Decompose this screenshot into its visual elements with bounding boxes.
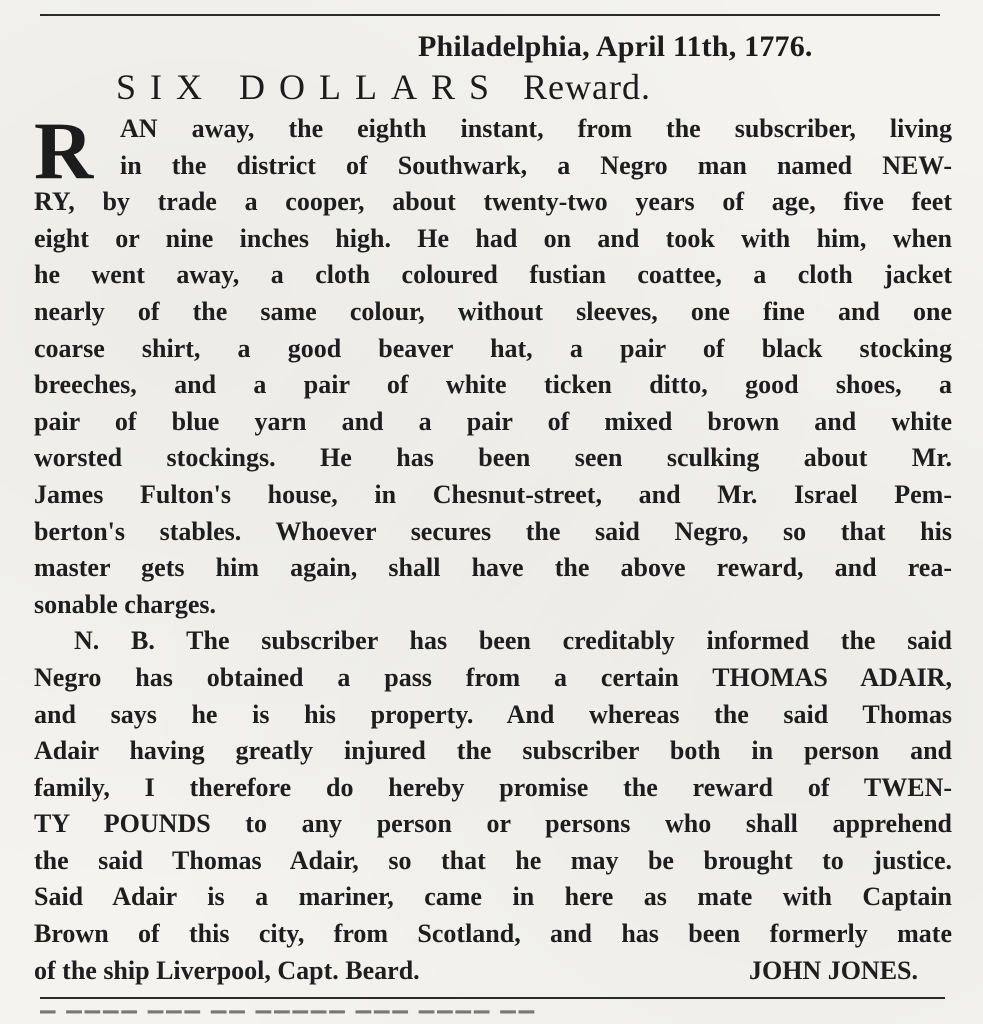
text-line: AN away, the eighth instant, from the subscriber, living [120, 114, 952, 143]
text-line: berton's stables. Whoever secures the said Negro, so that his [34, 516, 952, 546]
text-line: nearly of the same colour, without sleeves, one fine and one [34, 296, 952, 326]
text-line: of the ship Liverpool, Capt. Beard. [34, 955, 420, 985]
dateline: Philadelphia, April 11th, 1776. [418, 30, 813, 63]
cut-off-next-item: ▔ ▔▔▔▔ ▔▔▔ ▔▔ ▔▔▔▔▔ ▔▔▔ ▔▔▔▔ ▔▔ [40, 1012, 538, 1024]
headline [116, 66, 651, 108]
bottom-rule [40, 997, 945, 999]
text-line: and says he is his property. And whereas the said Thomas [34, 699, 952, 729]
top-rule [40, 14, 940, 16]
text-line: sonable charges. [34, 589, 216, 619]
text-line: he went away, a cloth coloured fustian coattee, a cloth jacket [34, 260, 952, 290]
signature: JOHN JONES. [748, 955, 918, 985]
drop-cap: R [34, 105, 94, 196]
text-line: Said Adair is a mariner, came in here as mate with Captain [34, 882, 952, 912]
text-line: RY, by trade a cooper, about twenty-two years of age, five feet [34, 187, 952, 217]
text-line: in the district of Southwark, a Negro man named NEW- [120, 150, 952, 180]
text-line: master gets him again, shall have the above reward, and rea- [34, 553, 952, 583]
text-line: Negro has obtained a pass from a certain THOMAS ADAIR, [34, 662, 952, 692]
text-line: eight or nine inches high. He had on and took with him, when [34, 223, 952, 253]
text-line: James Fulton's house, in Chesnut-street, and Mr. Israel Pem- [34, 479, 952, 509]
text-line: breeches, and a pair of white ticken ditto, good shoes, a [34, 370, 952, 400]
text-line: worsted stockings. He has been seen sculking about Mr. [34, 443, 952, 473]
nota-bene-line: N. B. The subscriber has been creditably informed the said [74, 626, 952, 656]
advertisement-body [34, 105, 952, 989]
text-line: pair of blue yarn and a pair of mixed brown and white [34, 406, 952, 436]
text-line: family, I therefore do hereby promise the reward of TWEN- [34, 772, 952, 802]
closing-line [34, 953, 952, 990]
text-line: the said Thomas Adair, so that he may be brought to justice. [34, 845, 952, 875]
headline-amount: SIX DOLLARS [116, 67, 504, 107]
text-line: Brown of this city, from Scotland, and has been formerly mate [34, 919, 952, 949]
text-line: Adair having greatly injured the subscriber both in person and [34, 736, 952, 766]
text-line: TY POUNDS to any person or persons who shall apprehend [34, 809, 952, 839]
headline-reward: Reward. [523, 67, 651, 107]
text-line: coarse shirt, a good beaver hat, a pair of black stocking [34, 333, 952, 363]
